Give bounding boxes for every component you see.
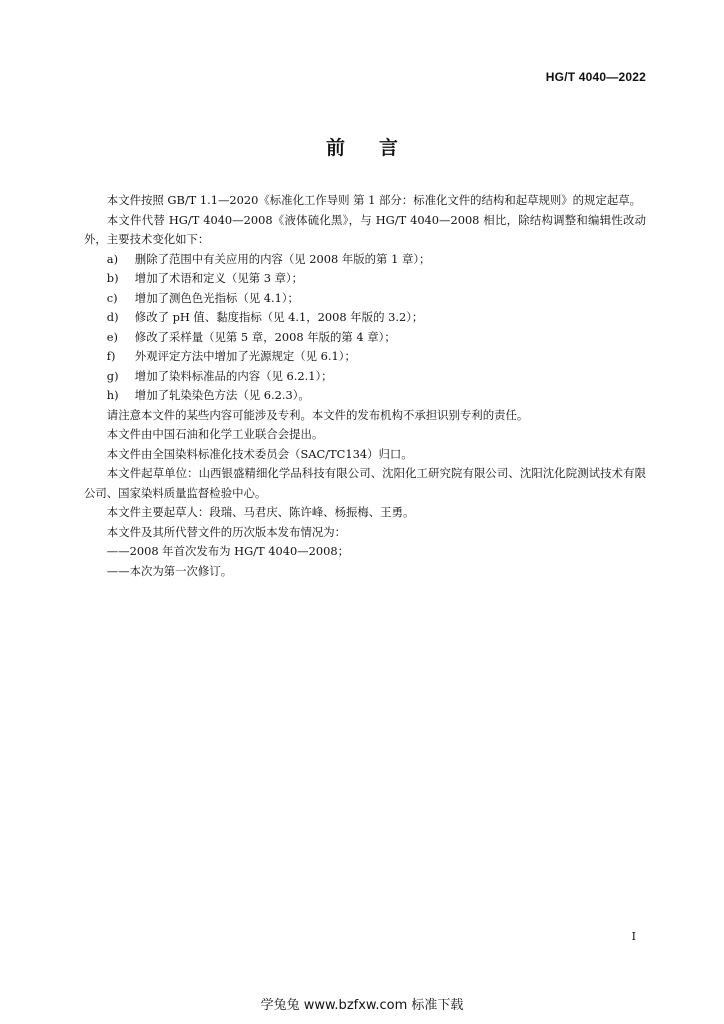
list-item-text: 修改了采样量（见第 5 章，2008 年版的第 4 章）； xyxy=(134,329,396,344)
list-item xyxy=(84,269,646,289)
list-item-text: 修改了 pH 值、黏度指标（见 4.1，2008 年版的 3.2）； xyxy=(134,310,424,324)
paragraph: 本文件起草单位：山西银盛精细化学品科技有限公司、沈阳化工研究院有限公司、沈阳沈化院测试技术有限公司、国家染料质量监督检验中心。 xyxy=(84,466,646,500)
paragraph: 本文件由全国染料标准化技术委员会（SAC/TC134）归口。 xyxy=(106,446,413,461)
paragraph: 请注意本文件的某些内容可能涉及专利。本文件的发布机构不承担识别专利的责任。 xyxy=(106,407,529,422)
foreword-body xyxy=(84,191,646,581)
list-marker: b) xyxy=(106,271,119,285)
list-item-text: 外观评定方法中增加了光源规定（见 6.1）； xyxy=(134,349,356,363)
history-item: ——本次为第一次修订。 xyxy=(106,563,233,578)
list-marker: h) xyxy=(106,388,119,402)
paragraph: 本文件代替 HG/T 4040—2008《液体硫化黑》，与 HG/T 4040—2008 相比，除结构调整和编辑性改动外，主要技术变化如下： xyxy=(84,212,646,246)
list-item-text: 增加了轧染染色方法（见 6.2.3）。 xyxy=(134,388,310,402)
changes-list xyxy=(84,250,646,406)
page-title: 前言 xyxy=(325,137,432,159)
list-item xyxy=(84,386,646,406)
list-item-text: 增加了术语和定义（见第 3 章）； xyxy=(134,271,304,285)
list-item-text: 增加了测色色光指标（见 4.1）； xyxy=(134,290,299,305)
paragraph: 本文件按照 GB/T 1.1—2020《标准化工作导则 第 1 部分：标准化文件的结构和起草规则》的规定起草。 xyxy=(106,193,642,207)
list-marker: c) xyxy=(106,290,118,305)
list-item xyxy=(84,367,646,387)
document-code: HG/T 4040—2022 xyxy=(545,70,646,84)
paragraph: 本文件由中国石油和化学工业联合会提出。 xyxy=(106,427,324,441)
list-item xyxy=(84,308,646,328)
list-item xyxy=(84,328,646,348)
list-marker: f) xyxy=(106,349,116,363)
list-item xyxy=(84,289,646,309)
page-number: I xyxy=(631,930,636,943)
list-item xyxy=(84,347,646,367)
footer-watermark: 学兔兔 www.bzfxw.com 标准下载 xyxy=(260,998,464,1013)
list-marker: g) xyxy=(106,368,119,383)
paragraph: 本文件主要起草人：段瑞、马君庆、陈许峰、杨振梅、王勇。 xyxy=(106,505,415,519)
list-item xyxy=(84,250,646,270)
list-item-text: 增加了染料标准品的内容（见 6.2.1）； xyxy=(134,368,333,383)
history-item: ——2008 年首次发布为 HG/T 4040—2008； xyxy=(106,544,349,558)
list-marker: d) xyxy=(106,310,119,324)
list-marker: a) xyxy=(106,251,119,266)
list-item-text: 删除了范围中有关应用的内容（见 2008 年版的第 1 章）； xyxy=(134,251,431,266)
paragraph: 本文件及其所代替文件的历次版本发布情况为： xyxy=(106,524,347,539)
list-marker: e) xyxy=(106,329,118,344)
